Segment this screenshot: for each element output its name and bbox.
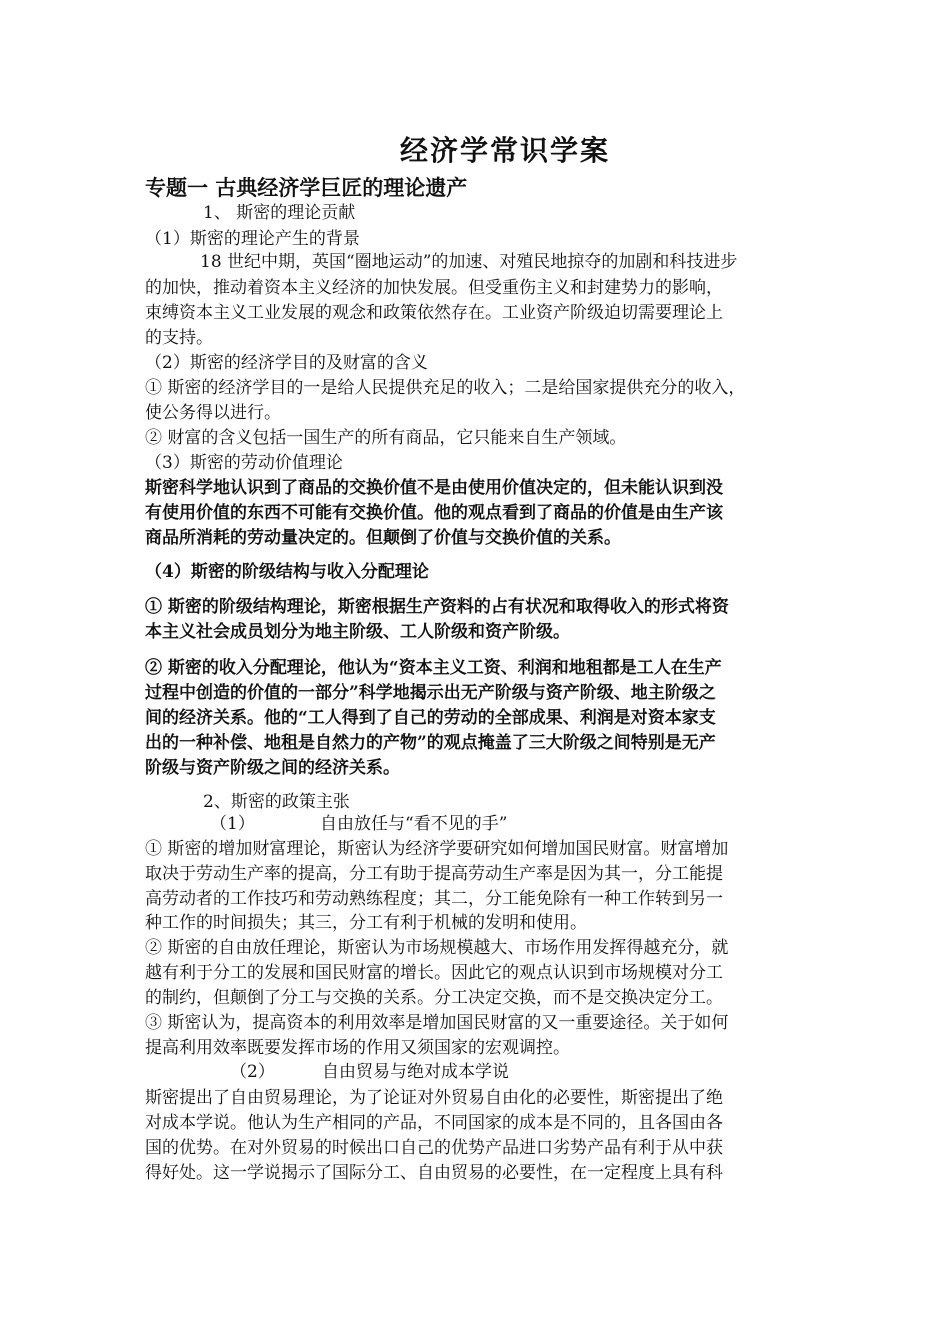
p3-line: 有使用价值的东西不可能有交换价值。他的观点看到了商品的价值是由生产该 <box>145 503 723 523</box>
sub2-line: 得好处。这一学说揭示了国际分工、自由贸易的必要性，在一定程度上具有科 <box>145 1163 723 1183</box>
p2-line: ② 财富的含义包括一国生产的所有商品，它只能来自生产领域。 <box>145 428 627 448</box>
p1-line: 的加快，推动着资本主义经济的加快发展。但受重伤主义和封建势力的影响， <box>145 278 723 298</box>
sub1-line: ② 斯密的自由放任理论，斯密认为市场规模越大、市场作用发挥得越充分，就 <box>145 938 729 958</box>
p4b-line: 过程中创造的价值的一部分”科学地揭示出无产阶级与资产阶级、地主阶级之 <box>145 683 716 703</box>
sub1-line: ① 斯密的增加财富理论，斯密认为经济学要研究如何增加国民财富。财富增加 <box>145 839 729 859</box>
sub1-number: （1） <box>210 814 255 834</box>
p2-line: ① 斯密的经济学目的一是给人民提供充足的收入；二是给国家提供充分的收入， <box>145 378 746 398</box>
p1-line: 束缚资本主义工业发展的观念和政策依然存在。工业资产阶级迫切需要理论上 <box>145 303 723 323</box>
p2-heading: （2）斯密的经济学目的及财富的含义 <box>145 353 428 373</box>
sub1-title: 自由放任与“看不见的手” <box>320 814 508 834</box>
section2-heading: 2、斯密的政策主张 <box>203 792 350 812</box>
p4b-line: 出的一种补偿、地租是自然力的产物”的观点掩盖了三大阶级之间特别是无产 <box>145 733 716 753</box>
p4b-line: 阶级与资产阶级之间的经济关系。 <box>145 758 400 778</box>
page-title: 经济学常识学案 <box>399 134 610 167</box>
p3-line: 商品所消耗的劳动量决定的。但颠倒了价值与交换价值的关系。 <box>145 528 621 548</box>
sub2-line: 斯密提出了自由贸易理论，为了论证对外贸易自由化的必要性，斯密提出了绝 <box>145 1088 723 1108</box>
sub1-line: 越有利于分工的发展和国民财富的增长。因此它的观点认识到市场规模对分工 <box>145 963 723 983</box>
topic-heading: 专题一 古典经济学巨匠的理论遗产 <box>145 175 468 200</box>
sub2-line: 对成本学说。他认为生产相同的产品，不同国家的成本是不同的，且各国由各 <box>145 1113 723 1133</box>
p4a-line: 本主义社会成员划分为地主阶级、工人阶级和资产阶级。 <box>145 622 570 642</box>
section1-heading: 1、 斯密的理论贡献 <box>203 203 356 223</box>
sub1-line: 高劳动者的工作技巧和劳动熟练程度；其二，分工能免除有一种工作转到另一 <box>145 889 723 909</box>
p1-line: 18 世纪中期，英国“圈地运动”的加速、对殖民地掠夺的加剧和科技进步 <box>200 252 738 272</box>
p1-line: 的支持。 <box>145 328 213 348</box>
p4a-line: ① 斯密的阶级结构理论，斯密根据生产资料的占有状况和取得收入的形式将资 <box>145 597 729 617</box>
sub1-line: 取决于劳动生产率的提高，分工有助于提高劳动生产率是因为其一，分工能提 <box>145 864 723 884</box>
sub1-line: ③ 斯密认为，提高资本的利用效率是增加国民财富的又一重要途径。关于如何 <box>145 1013 729 1033</box>
p4b-line: 间的经济关系。他的“工人得到了自己的劳动的全部成果、利润是对资本家支 <box>145 708 716 728</box>
p4-heading: （4）斯密的阶级结构与收入分配理论 <box>145 562 429 582</box>
sub2-line: 国的优势。在对外贸易的时候出口自己的优势产品进口劣势产品有利于从中获 <box>145 1138 723 1158</box>
p4b-line: ② 斯密的收入分配理论，他认为“资本主义工资、利润和地租都是工人在生产 <box>145 658 722 678</box>
sub1-line: 提高利用效率既要发挥市场的作用又须国家的宏观调控。 <box>145 1038 570 1058</box>
p3-heading: （3）斯密的劳动价值理论 <box>145 453 343 473</box>
sub1-line: 的制约，但颠倒了分工与交换的关系。分工决定交换，而不是交换决定分工。 <box>145 988 723 1008</box>
p3-line: 斯密科学地认识到了商品的交换价值不是由使用价值决定的，但未能认识到没 <box>145 478 723 498</box>
p2-line: 使公务得以进行。 <box>145 403 281 423</box>
p1-heading: （1）斯密的理论产生的背景 <box>145 229 360 249</box>
sub2-number: （2） <box>230 1062 275 1082</box>
sub2-title: 自由贸易与绝对成本学说 <box>322 1062 509 1082</box>
sub1-line: 种工作的时间损失；其三，分工有利于机械的发明和使用。 <box>145 913 587 933</box>
